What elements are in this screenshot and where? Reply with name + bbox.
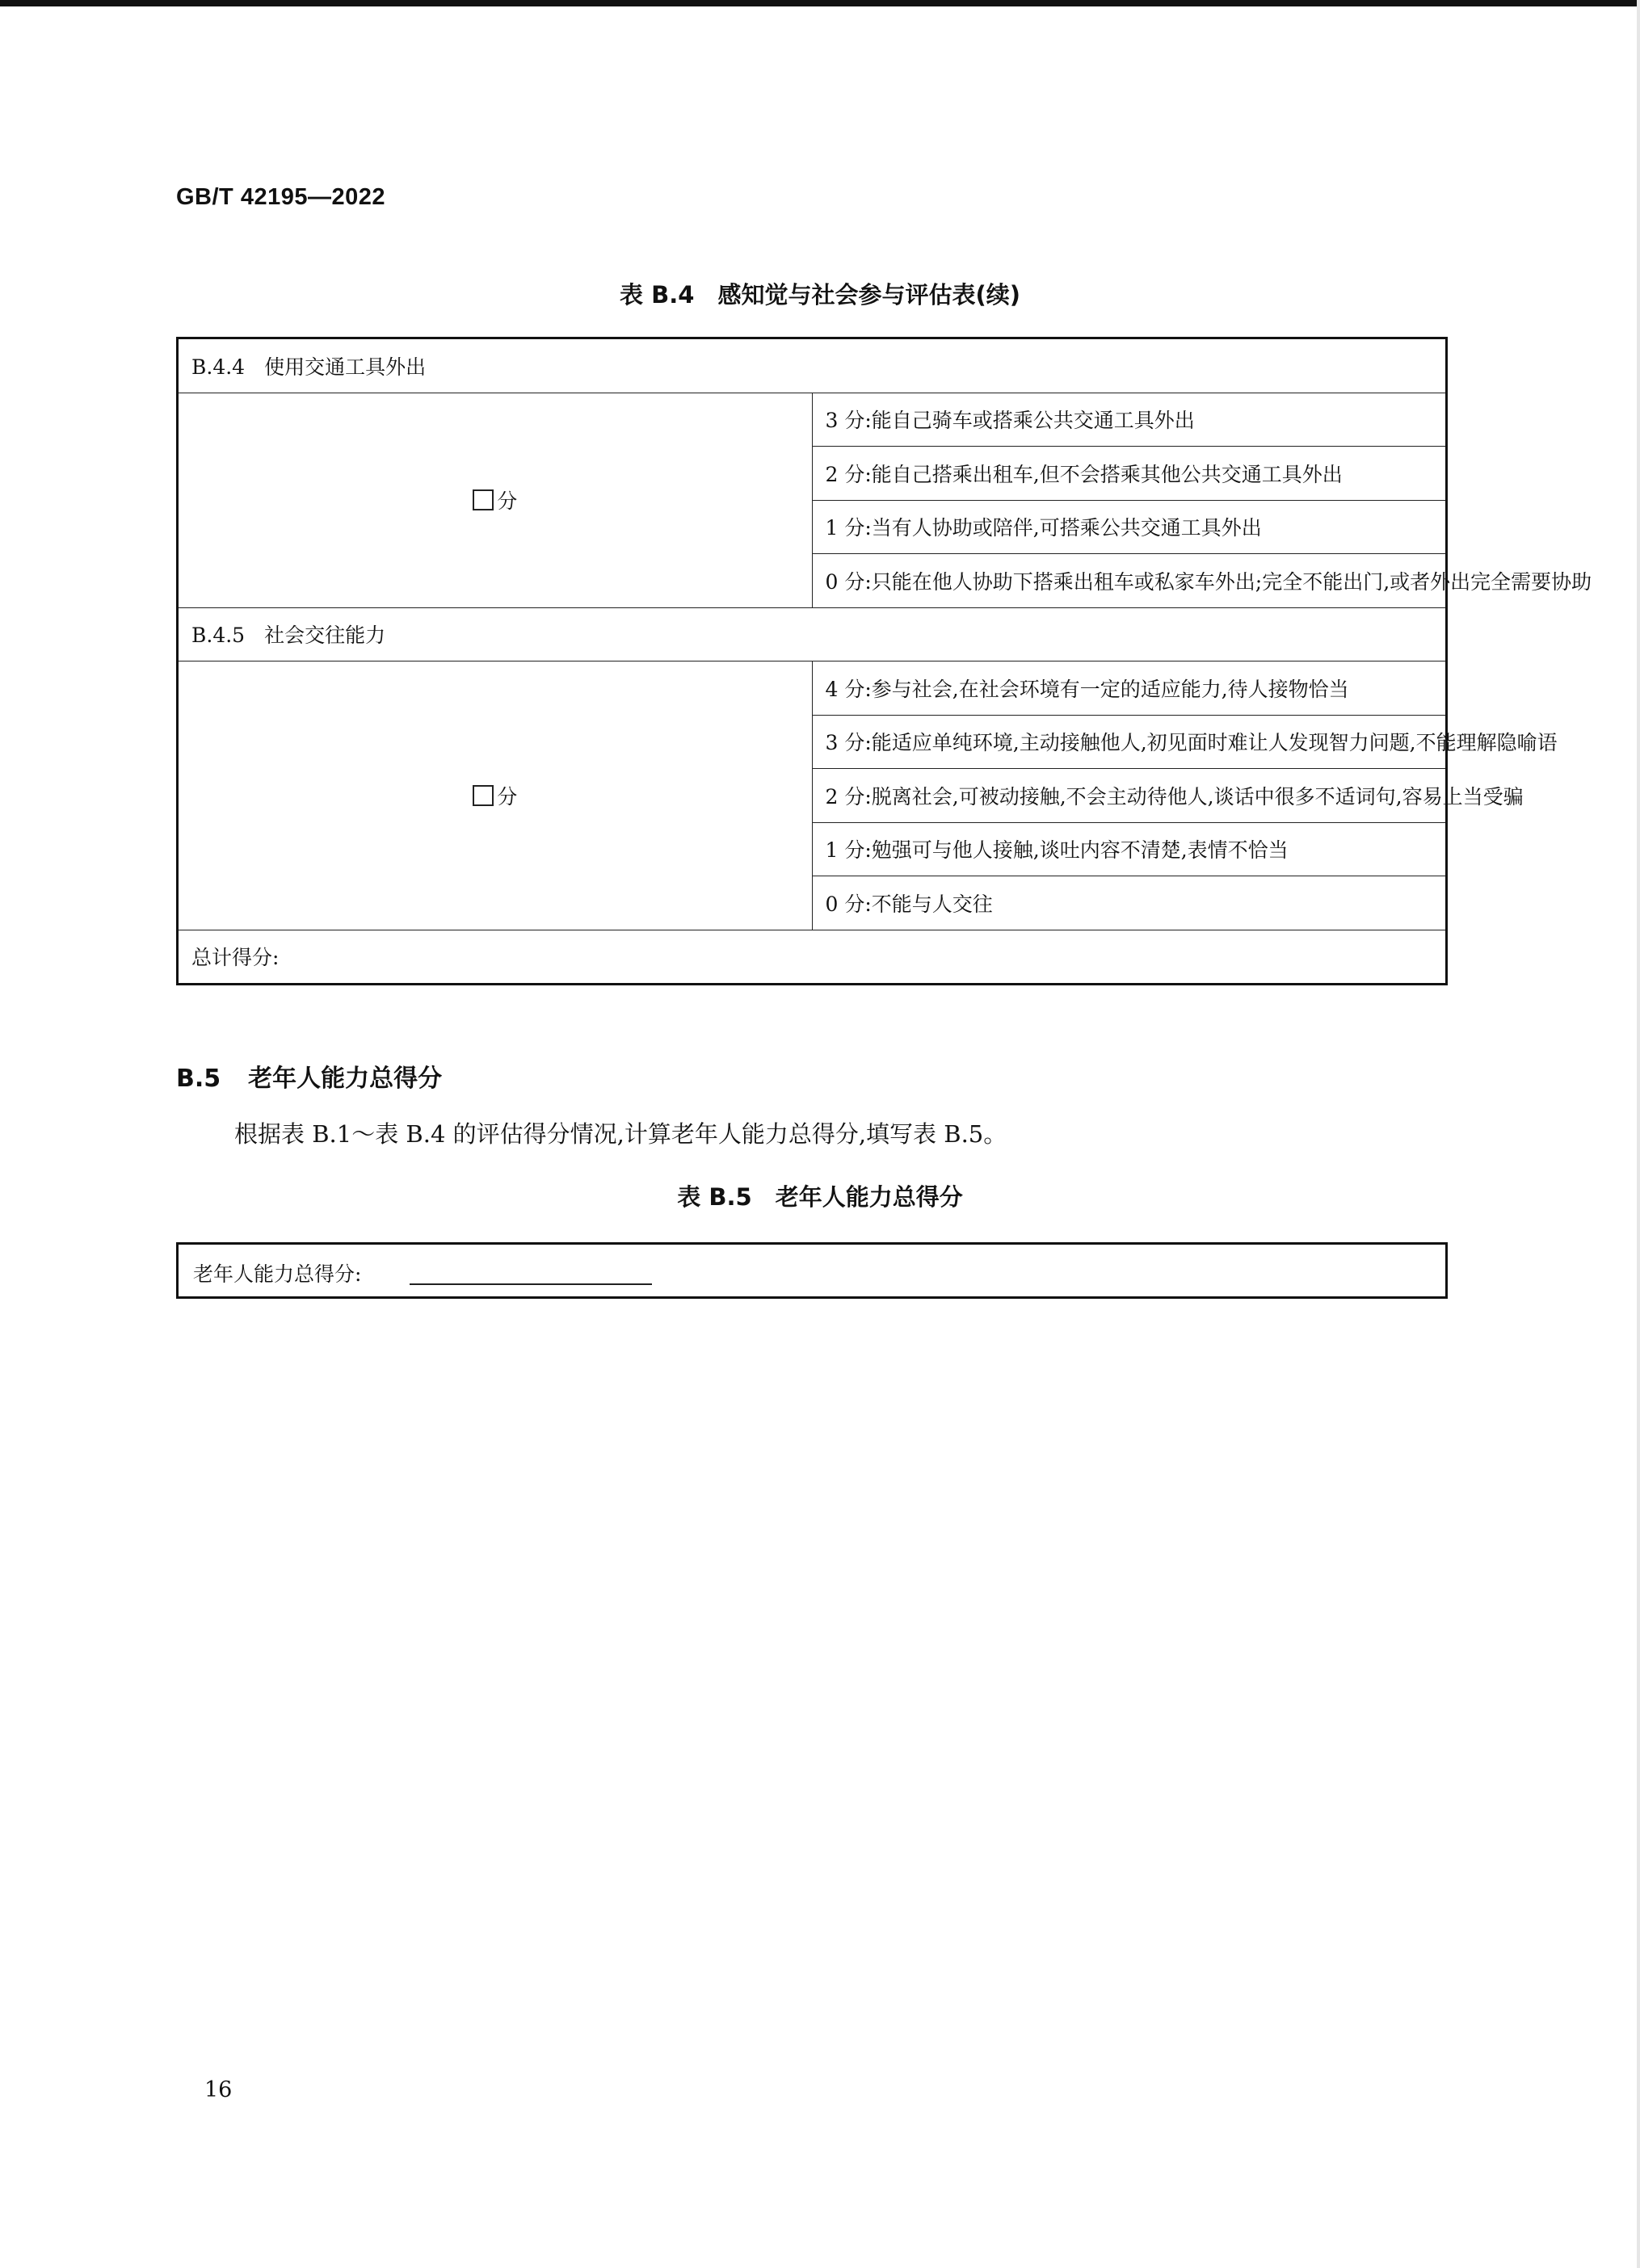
option-2: 2 分:能自己搭乘出租车,但不会搭乘其他公共交通工具外出 — [812, 447, 1447, 501]
section-header-row — [178, 607, 1447, 662]
total-score-field[interactable]: 总计得分: — [178, 930, 1447, 985]
section-header-row — [178, 338, 1447, 393]
table-b4-caption: 表 B.4 感知觉与社会参与评估表(续) — [620, 281, 1020, 309]
score-field-b4-5[interactable] — [178, 662, 813, 930]
option-2: 2 分:脱离社会,可被动接触,不会主动待他人,谈话中很多不适词句,容易上当受骗 — [812, 769, 1447, 823]
option-1: 1 分:勉强可与他人接触,谈吐内容不清楚,表情不恰当 — [812, 822, 1447, 876]
table-row — [178, 662, 1447, 716]
section-b5-heading — [176, 1058, 442, 1094]
option-0: 0 分:不能与人交往 — [812, 876, 1447, 930]
score-unit: 分 — [497, 489, 518, 513]
total-row — [178, 930, 1447, 985]
item-number: B.4.5 — [191, 624, 246, 648]
option-4: 4 分:参与社会,在社会环境有一定的适应能力,待人接物恰当 — [812, 662, 1447, 716]
table-row — [178, 393, 1447, 447]
total-ability-label: 老年人能力总得分: — [193, 1262, 362, 1286]
table-b5 — [176, 1242, 1448, 1299]
item-title: 社会交往能力 — [264, 624, 386, 648]
total-ability-input-line[interactable] — [410, 1283, 652, 1285]
score-checkbox-icon[interactable] — [473, 489, 494, 510]
option-3: 3 分:能适应单纯环境,主动接触他人,初见面时难让人发现智力问题,不能理解隐喻语 — [812, 715, 1447, 769]
standard-number: GB/T 42195—2022 — [176, 184, 385, 210]
table-b4 — [176, 337, 1592, 985]
section-b5-paragraph: 根据表 B.1～表 B.4 的评估得分情况,计算老年人能力总得分,填写表 B.5。 — [234, 1120, 1007, 1148]
option-0: 0 分:只能在他人协助下搭乘出租车或私家车外出;完全不能出门,或者外出完全需要协助 — [812, 554, 1447, 608]
section-header-b4-4 — [178, 338, 1447, 393]
section-header-b4-5 — [178, 607, 1447, 662]
score-unit: 分 — [497, 784, 518, 808]
scan-border-right — [1637, 0, 1640, 2268]
section-number: B.5 — [176, 1065, 221, 1093]
section-title: 老年人能力总得分 — [248, 1065, 443, 1093]
item-title: 使用交通工具外出 — [264, 355, 427, 379]
scan-border-top — [0, 0, 1640, 6]
item-number: B.4.4 — [191, 355, 246, 379]
option-1: 1 分:当有人协助或陪伴,可搭乘公共交通工具外出 — [812, 500, 1447, 554]
score-field-b4-4[interactable] — [178, 393, 813, 607]
score-checkbox-icon[interactable] — [473, 785, 494, 806]
page-number: 16 — [204, 2077, 233, 2102]
option-3: 3 分:能自己骑车或搭乘公共交通工具外出 — [812, 393, 1447, 447]
table-b5-caption: 表 B.5 老年人能力总得分 — [677, 1183, 963, 1211]
